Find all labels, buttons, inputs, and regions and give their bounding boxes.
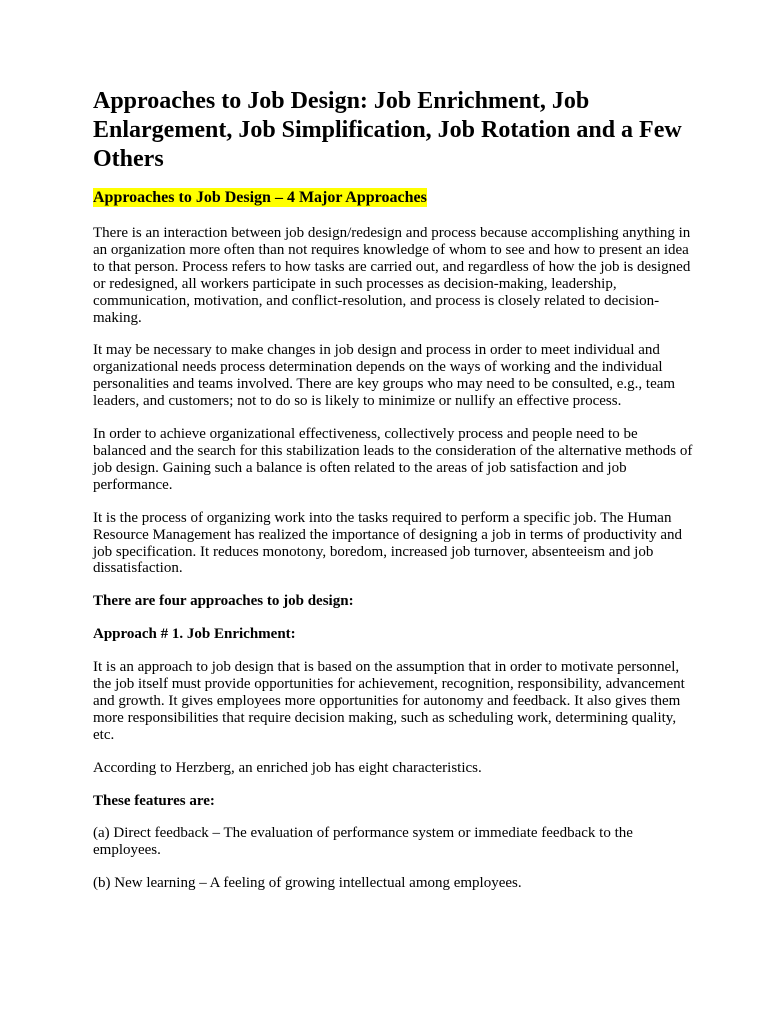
subheading-approach-1: Approach # 1. Job Enrichment: [93,626,296,643]
subheading-features: These features are: [93,792,215,809]
paragraph-job-enrichment: It is an approach to job design that is based on the assumption that in order to motivate personnel, the job itself must provide opportunities for achievement, recognition, responsibility, advancement and growth. It gives employees more opportunities for autonomy and feedback. It also gives them more responsibilities that require decision making, such as scheduling work, determining quality, etc. [93,659,685,743]
subheading-four-approaches: There are four approaches to job design: [93,593,354,610]
list-item-new-learning: (b) New learning – A feeling of growing intellectual among employees. [93,875,522,892]
highlighted-section-heading: Approaches to Job Design – 4 Major Approaches [93,189,427,206]
list-item-direct-feedback: (a) Direct feedback – The evaluation of performance system or immediate feedback to the employees. [93,825,633,859]
document-title: Approaches to Job Design: Job Enrichment, Job Enlargement, Job Simplification, Job Rotation and a Few Others [93,88,682,172]
paragraph-definition: It is the process of organizing work into the tasks required to perform a specific job. The Human Resource Management has realized the importance of designing a job in terms of productivity and job specification. It reduces monotony, boredom, increased job turnover, absenteeism and job dissatisfaction. [93,509,682,577]
paragraph-process-changes: It may be necessary to make changes in job design and process in order to meet individual and organizational needs process determination depends on the ways of working and the individual personalities and teams involved. There are key groups who may need to be consulted, e.g., team leaders, and customers; not to do so is likely to minimize or nullify an effective process. [93,342,676,410]
document-page [93,87,693,908]
paragraph-effectiveness: In order to achieve organizational effectiveness, collectively process and people need to be balanced and the search for this stabilization leads to the consideration of the alternative methods of job design. Gaining such a balance is often related to the areas of job satisfaction and job performance. [93,426,693,493]
paragraph-herzberg: According to Herzberg, an enriched job has eight characteristics. [93,759,482,776]
paragraph-intro: There is an interaction between job design/redesign and process because accomplishing anything in an organization more often than not requires knowledge of whom to see and how to present an idea to that person. Process refers to how tasks are carried out, and regardless of how the job is designed or redesigned, all workers participate in such processes as decision-making, leadership, communication, motivation, and conflict-resolution, and process is closely related to decision-making. [93,225,691,326]
